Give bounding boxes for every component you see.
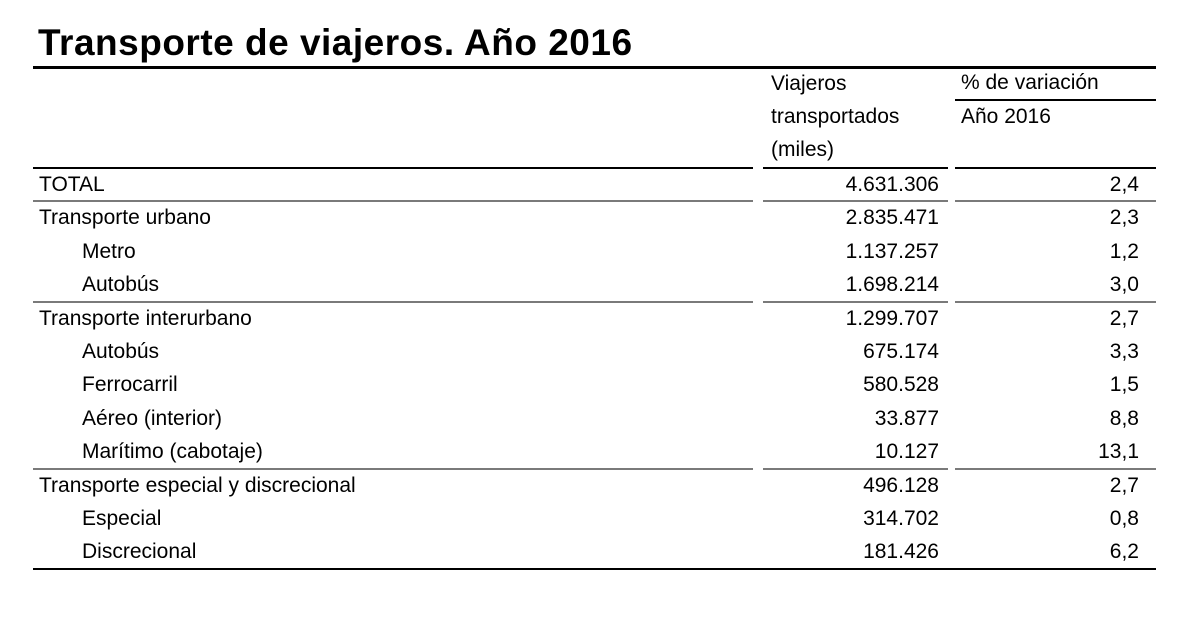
- page-title: Transporte de viajeros. Año 2016: [38, 22, 633, 63]
- variacion-value: 2,7: [1109, 306, 1139, 330]
- row-label: Transporte urbano: [39, 206, 211, 230]
- row-label: Marítimo (cabotaje): [82, 440, 263, 464]
- table-row: [33, 201, 1156, 234]
- table-row: [33, 535, 1156, 568]
- variacion-value: 6,2: [1109, 540, 1139, 564]
- table-row: [33, 368, 1156, 401]
- table-bottom-rule: [33, 568, 1156, 570]
- variacion-value: 2,7: [1109, 473, 1139, 497]
- row-label: Autobús: [82, 340, 160, 363]
- viajeros-value: 2.835.471: [845, 206, 939, 230]
- variacion-value: 1,2: [1109, 239, 1139, 263]
- row-label: TOTAL: [39, 173, 105, 196]
- table-row: [33, 268, 1156, 301]
- variacion-value: 3,3: [1109, 340, 1139, 363]
- header-anio: Año 2016: [961, 105, 1051, 128]
- row-label: Aéreo (interior): [82, 406, 223, 430]
- row-label: Discrecional: [82, 540, 197, 564]
- variacion-value: 1,5: [1109, 373, 1139, 397]
- viajeros-value: 33.877: [874, 406, 939, 430]
- variacion-value: 2,3: [1109, 206, 1139, 230]
- row-label: Especial: [82, 507, 162, 530]
- table-row: [33, 168, 1156, 201]
- viajeros-value: 1.299.707: [845, 306, 939, 330]
- variacion-value: 8,8: [1109, 406, 1139, 430]
- viajeros-value: 4.631.306: [845, 173, 939, 196]
- viajeros-value: 580.528: [863, 373, 939, 397]
- variacion-value: 13,1: [1098, 440, 1139, 464]
- table-row: [33, 469, 1156, 502]
- viajeros-value: 314.702: [863, 507, 939, 530]
- variacion-value: 2,4: [1109, 173, 1139, 196]
- row-label: Transporte interurbano: [39, 306, 252, 330]
- table-row: [33, 402, 1156, 435]
- viajeros-value: 496.128: [863, 473, 939, 497]
- table-row: [33, 502, 1156, 535]
- table-row: [33, 235, 1156, 268]
- viajeros-value: 181.426: [863, 540, 939, 564]
- row-label: Autobús: [82, 273, 160, 297]
- variacion-value: 3,0: [1109, 273, 1139, 297]
- viajeros-value: 675.174: [863, 340, 939, 363]
- table-row: [33, 335, 1156, 368]
- row-label: Ferrocarril: [82, 373, 178, 397]
- viajeros-value: 10.127: [874, 440, 939, 464]
- table-row: [33, 435, 1156, 468]
- row-label: Metro: [82, 239, 136, 263]
- table-row: [33, 302, 1156, 335]
- viajeros-value: 1.137.257: [845, 239, 939, 263]
- header-viajeros: Viajeros transportados (miles): [771, 72, 900, 161]
- header-variacion: % de variación: [961, 71, 1099, 94]
- viajeros-value: 1.698.214: [845, 273, 939, 297]
- variacion-value: 0,8: [1109, 507, 1139, 530]
- row-label: Transporte especial y discrecional: [39, 473, 356, 497]
